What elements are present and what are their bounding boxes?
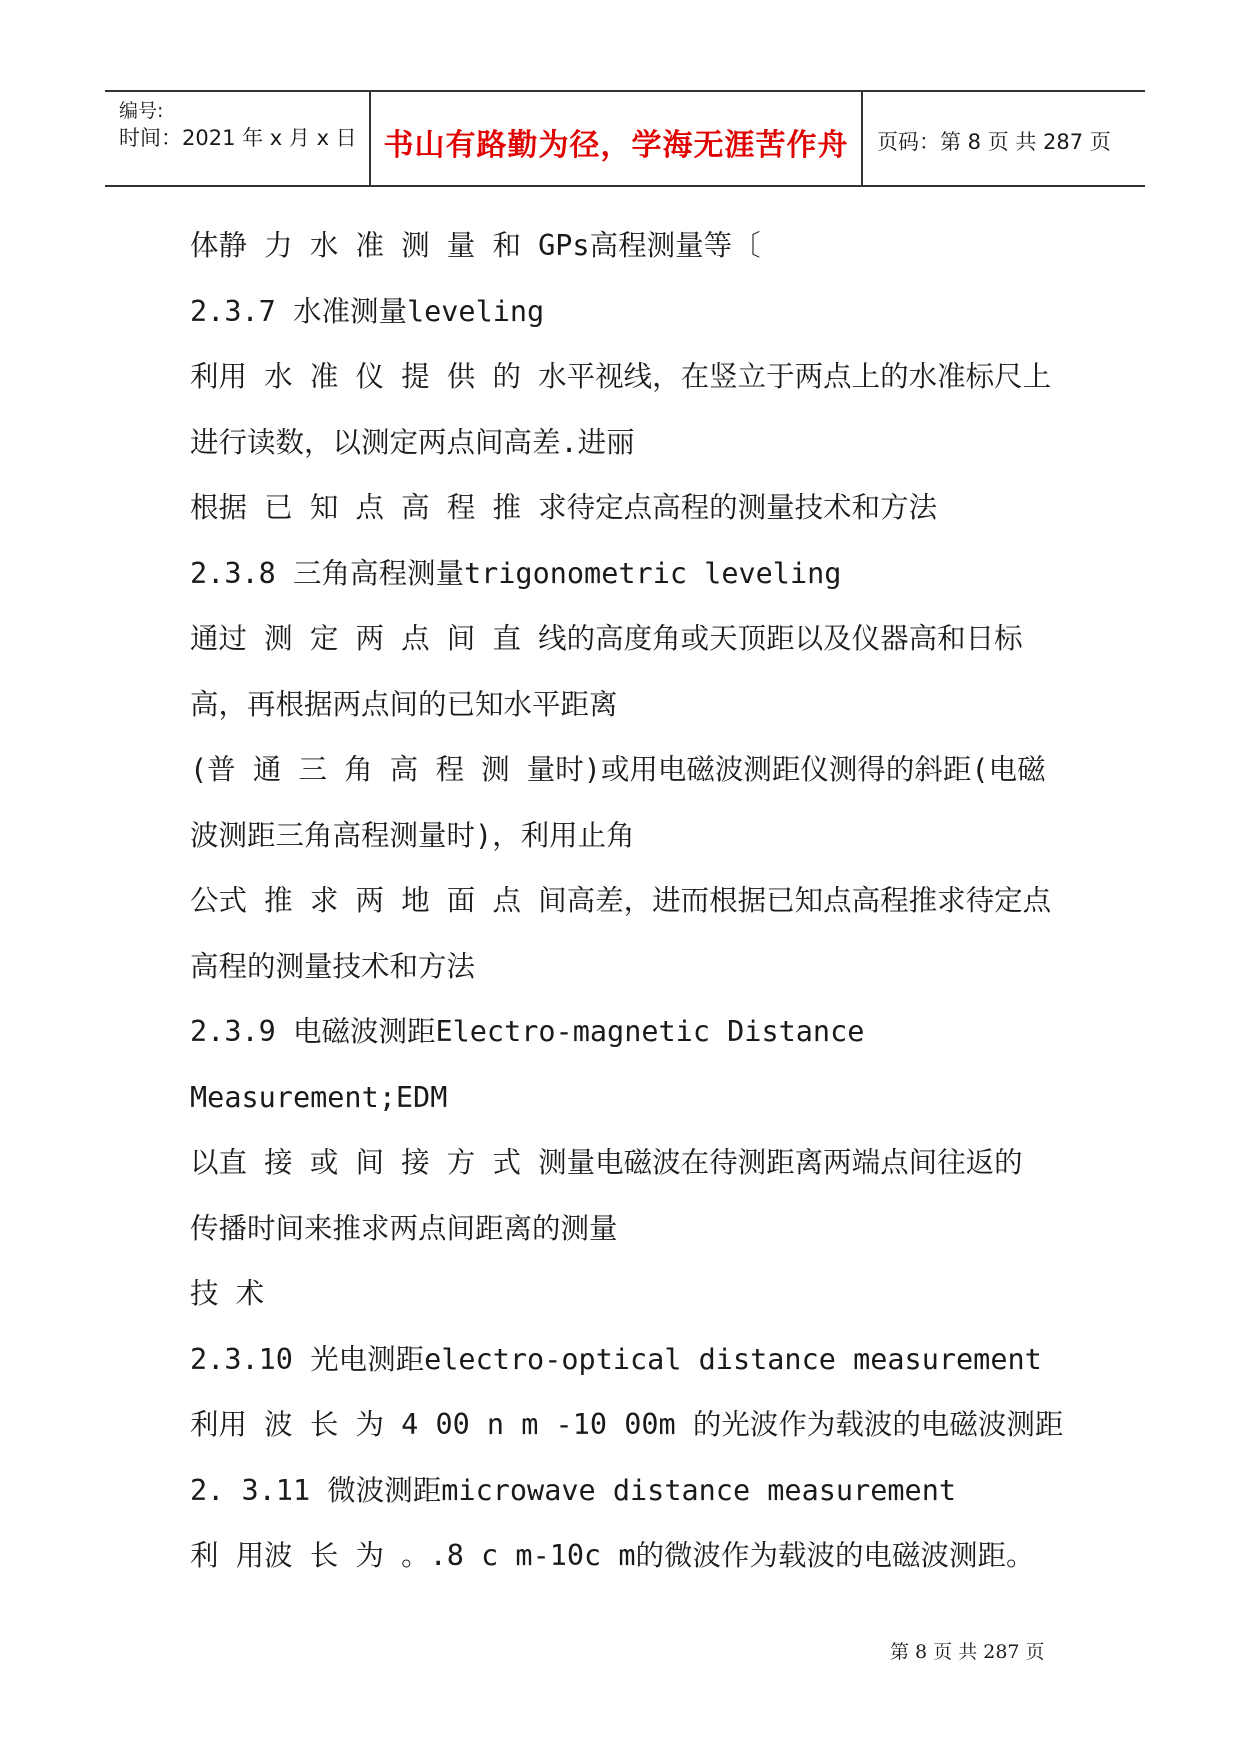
header-page-number: 页码：第 8 页 共 287 页	[877, 130, 1111, 154]
body-line: 高程的测量技术和方法	[190, 949, 476, 983]
page-footer: 第 8 页 共 287 页	[890, 1641, 1045, 1663]
section-heading-2-3-9: 2.3.9 电磁波测距Electro-magnetic Distance	[190, 1015, 865, 1048]
section-heading-2-3-10: 2.3.10 光电测距electro-optical distance measurement	[190, 1342, 1042, 1376]
page-header	[105, 90, 1145, 187]
body-line: 通过 测 定 两 点 间 直 线的高度角或天顶距以及仪器高和日标	[190, 622, 1023, 655]
section-heading-2-3-11: 2. 3.11 微波测距microwave distance measurement	[190, 1473, 957, 1507]
body-line: 体静 力 水 准 测 量 和 GPs高程测量等〔	[190, 229, 761, 262]
body-line: 以直 接 或 间 接 方 式 测量电磁波在待测距离两端点间往返的	[190, 1146, 1023, 1179]
body-line: 波测距三角高程测量时)，利用止角	[190, 818, 635, 852]
header-meta-cell	[105, 92, 369, 185]
section-heading-2-3-8: 2.3.8 三角高程测量trigonometric leveling	[190, 556, 842, 590]
body-line: 传播时间来推求两点间距离的测量	[190, 1211, 618, 1245]
body-line: 进行读数，以测定两点间高差.进丽	[190, 425, 635, 459]
document-date-label: 时间：2021 年 x 月 x 日	[119, 126, 357, 150]
body-line: 高，再根据两点间的已知水平距离	[190, 687, 618, 721]
document-body	[190, 220, 1070, 1596]
body-line: 根据 已 知 点 高 程 推 求待定点高程的测量技术和方法	[190, 491, 938, 524]
section-heading-2-3-7: 2.3.7 水准测量leveling	[190, 294, 545, 328]
body-line: (普 通 三 角 高 程 测 量时)或用电磁波测距仪测得的斜距(电磁	[190, 753, 1046, 786]
header-motto-cell	[369, 92, 863, 185]
header-page-cell	[861, 92, 1145, 185]
body-line: 利用 波 长 为 4 00 n m -10 00m 的光波作为载波的电磁波测距	[190, 1408, 1064, 1441]
body-line: 公式 推 求 两 地 面 点 间高差，进而根据已知点高程推求待定点	[190, 884, 1052, 917]
body-line: 利 用波 长 为 。.8 c m-10c m的微波作为载波的电磁波测距。	[190, 1539, 1035, 1572]
body-line: 利用 水 准 仪 提 供 的 水平视线，在竖立于两点上的水准标尺上	[190, 360, 1052, 393]
body-line: Measurement;EDM	[190, 1080, 448, 1114]
document-number-label: 编号:	[119, 100, 164, 122]
body-line: 技 术	[190, 1277, 265, 1310]
header-motto: 书山有路勤为径，学海无涯苦作舟	[383, 128, 849, 163]
